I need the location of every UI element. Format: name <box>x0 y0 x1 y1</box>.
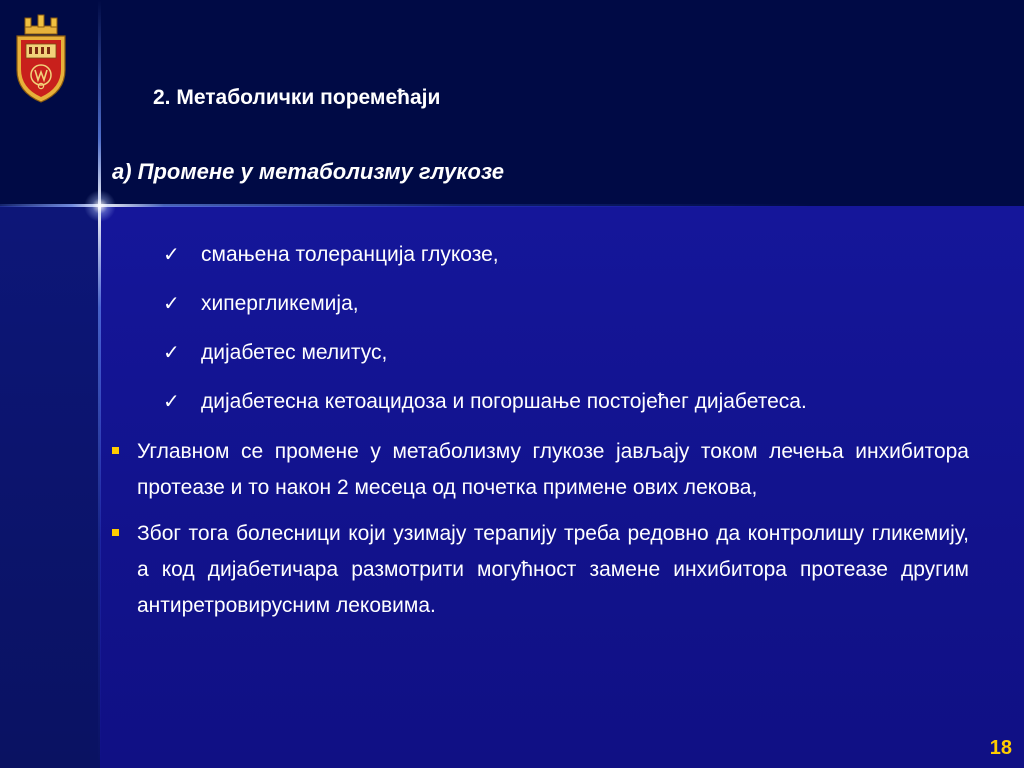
bullet-item <box>110 516 970 624</box>
list-item <box>163 287 807 336</box>
page-number: 18 <box>989 737 1012 759</box>
checklist <box>163 238 807 434</box>
checkmark-icon: ✓ <box>163 391 180 413</box>
horizontal-light-line <box>0 204 1024 207</box>
vertical-light-line <box>98 0 101 768</box>
list-item-text: смањена толеранција глукозе, <box>201 243 499 266</box>
faculty-crest-icon <box>13 12 69 104</box>
list-item-text: хипергликемија, <box>201 292 359 315</box>
list-item <box>163 385 807 434</box>
crown-icon <box>25 15 57 34</box>
slide-subtitle: а) Промене у метаболизму глукозе <box>112 159 505 184</box>
checkmark-icon: ✓ <box>163 244 180 266</box>
list-item <box>163 238 807 287</box>
square-bullet-icon <box>112 529 119 536</box>
checkmark-icon: ✓ <box>163 342 180 364</box>
bullet-list <box>110 434 970 634</box>
left-band <box>0 206 100 768</box>
light-flare <box>84 190 116 222</box>
list-item-text: дијабетес мелитус, <box>201 341 388 364</box>
list-item <box>163 336 807 385</box>
square-bullet-icon <box>112 447 119 454</box>
list-item-text: дијабетесна кетоацидоза и погоршање постојећег дијабетеса. <box>201 390 807 413</box>
checkmark-icon: ✓ <box>163 293 180 315</box>
bullet-text: Углавном се промене у метаболизму глукозе јављају током лечења инхибитора протеазе и то након 2 месеца од почетка примене ових лекова, <box>137 440 969 499</box>
bullet-text: Због тога болесници који узимају терапију треба редовно да контролишу гликемију, а код дијабетичара размотрити могућност замене инхибитора протеазе другим антиретровирусним лековима. <box>137 522 969 617</box>
bullet-item <box>110 434 970 506</box>
slide-title: 2. Метаболички поремећаји <box>153 86 441 109</box>
